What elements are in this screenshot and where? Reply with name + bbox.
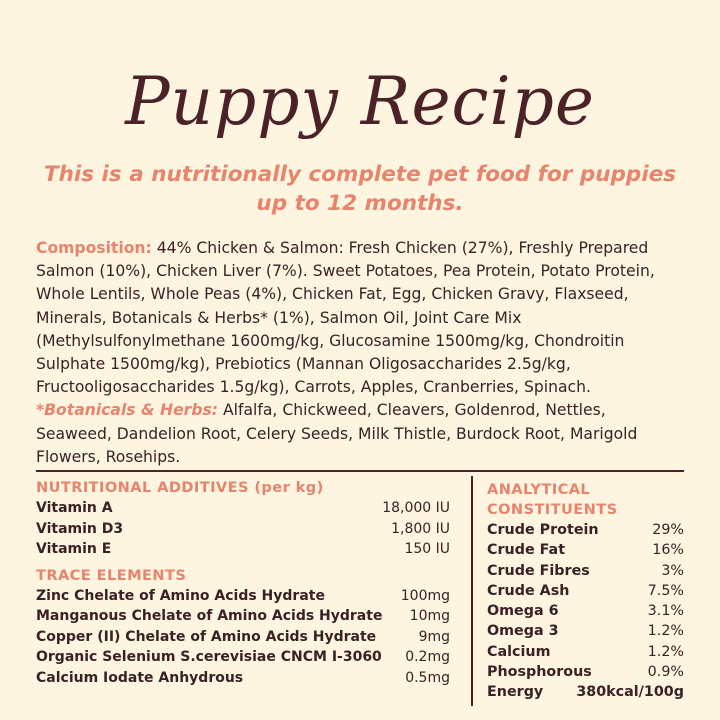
list-item: [487, 601, 684, 621]
composition-block: [36, 237, 686, 469]
list-item: [36, 606, 450, 627]
analytical-column: [487, 480, 684, 703]
item-value: 1.2%: [647, 623, 684, 640]
item-value: 0.2mg: [405, 649, 450, 665]
botanicals-label: *Botanicals & Herbs:: [36, 401, 219, 420]
item-value: 150 IU: [404, 541, 450, 557]
list-item: [487, 540, 684, 560]
item-name: Vitamin E: [36, 541, 112, 557]
item-value: 3%: [661, 562, 684, 579]
item-value: 16%: [652, 542, 684, 559]
list-item: [36, 519, 450, 540]
list-item: [487, 581, 684, 601]
botanicals-text: Alfalfa, Chickweed, Cleavers, Goldenrod, Nettles, Seaweed, Dandelion Root, Celery Seeds, Milk Thistle, Burdock Root, Marigold Flowers, Rosehips.: [36, 401, 638, 466]
list-item: [487, 561, 684, 581]
item-name: Copper (II) Chelate of Amino Acids Hydrate: [36, 628, 377, 645]
page-title: Puppy Recipe: [125, 63, 595, 140]
trace-elements-heading: TRACE ELEMENTS: [36, 566, 187, 584]
item-name: Phosphorous: [487, 664, 592, 681]
divider-vertical: [471, 476, 473, 706]
list-item: [36, 668, 450, 689]
list-item: [36, 586, 450, 607]
item-value: 7.5%: [647, 582, 684, 599]
item-name: Zinc Chelate of Amino Acids Hydrate: [36, 587, 325, 604]
item-name: Calcium: [487, 643, 551, 660]
item-name: Vitamin A: [36, 500, 113, 516]
nutritional-additives-list: [36, 498, 450, 560]
list-item: [36, 539, 450, 560]
item-value: 1.2%: [647, 643, 684, 660]
item-name: Energy: [487, 684, 544, 701]
composition-label: Composition:: [36, 239, 152, 257]
item-name: Organic Selenium S.cerevisiae CNCM I-3060: [36, 649, 382, 665]
item-value: 0.9%: [647, 664, 684, 681]
divider-horizontal: [36, 470, 684, 472]
item-value: 3.1%: [647, 603, 684, 620]
subtitle: This is a nutritionally complete pet food for puppies up to 12 months.: [43, 162, 677, 216]
item-value: 1,800 IU: [391, 520, 450, 537]
item-value: 0.5mg: [405, 669, 450, 686]
composition-text: 44% Chicken & Salmon: Fresh Chicken (27%), Freshly Prepared Salmon (10%), Chicken Liver (7%). Sweet Potatoes, Pea Protein, Potato Protein, Whole Lentils, Whole Peas (4%), Chicken Fat, Egg, Chicken Gravy, Flaxseed, Minerals, Botanicals & Herbs* (1%), Salmon Oil, Joint Care Mix (Methylsulfonylmethane 1600mg/kg, Glucosamine 1500mg/kg, Chondroitin Sulphate 1500mg/kg), Prebiotics (Mannan Oligosaccharides 2.5g/kg, Fructooligosaccharides 1.5g/kg), Carrots, Apples, Cranberries, Spinach.: [36, 239, 655, 397]
trace-elements-list: [36, 586, 450, 689]
item-name: Crude Protein: [487, 522, 599, 538]
item-name: Vitamin D3: [36, 520, 124, 537]
additives-column: [36, 478, 450, 688]
item-value: 9mg: [418, 628, 450, 645]
item-name: Crude Ash: [487, 582, 570, 599]
list-item: [36, 498, 450, 519]
analytical-list: [487, 520, 684, 703]
list-item: [36, 647, 450, 668]
list-item: [487, 662, 684, 682]
item-value: 380kcal/100g: [576, 684, 684, 701]
item-name: Calcium Iodate Anhydrous: [36, 669, 244, 686]
list-item: [487, 621, 684, 641]
item-name: Omega 6: [487, 603, 559, 620]
list-item: [487, 682, 684, 702]
item-value: 10mg: [409, 608, 450, 624]
analytical-heading-line1: ANALYTICAL: [487, 481, 591, 498]
analytical-heading-line2: CONSTITUENTS: [487, 501, 618, 518]
nutritional-additives-heading: NUTRITIONAL ADDITIVES (per kg): [36, 479, 324, 496]
item-name: Crude Fibres: [487, 562, 590, 579]
list-item: [36, 627, 450, 648]
item-value: 29%: [652, 522, 684, 538]
item-value: 18,000 IU: [382, 500, 450, 516]
item-name: Crude Fat: [487, 542, 566, 559]
item-name: Omega 3: [487, 623, 559, 640]
list-item: [487, 642, 684, 662]
item-value: 100mg: [400, 587, 450, 604]
list-item: [487, 520, 684, 540]
item-name: Manganous Chelate of Amino Acids Hydrate: [36, 608, 383, 624]
